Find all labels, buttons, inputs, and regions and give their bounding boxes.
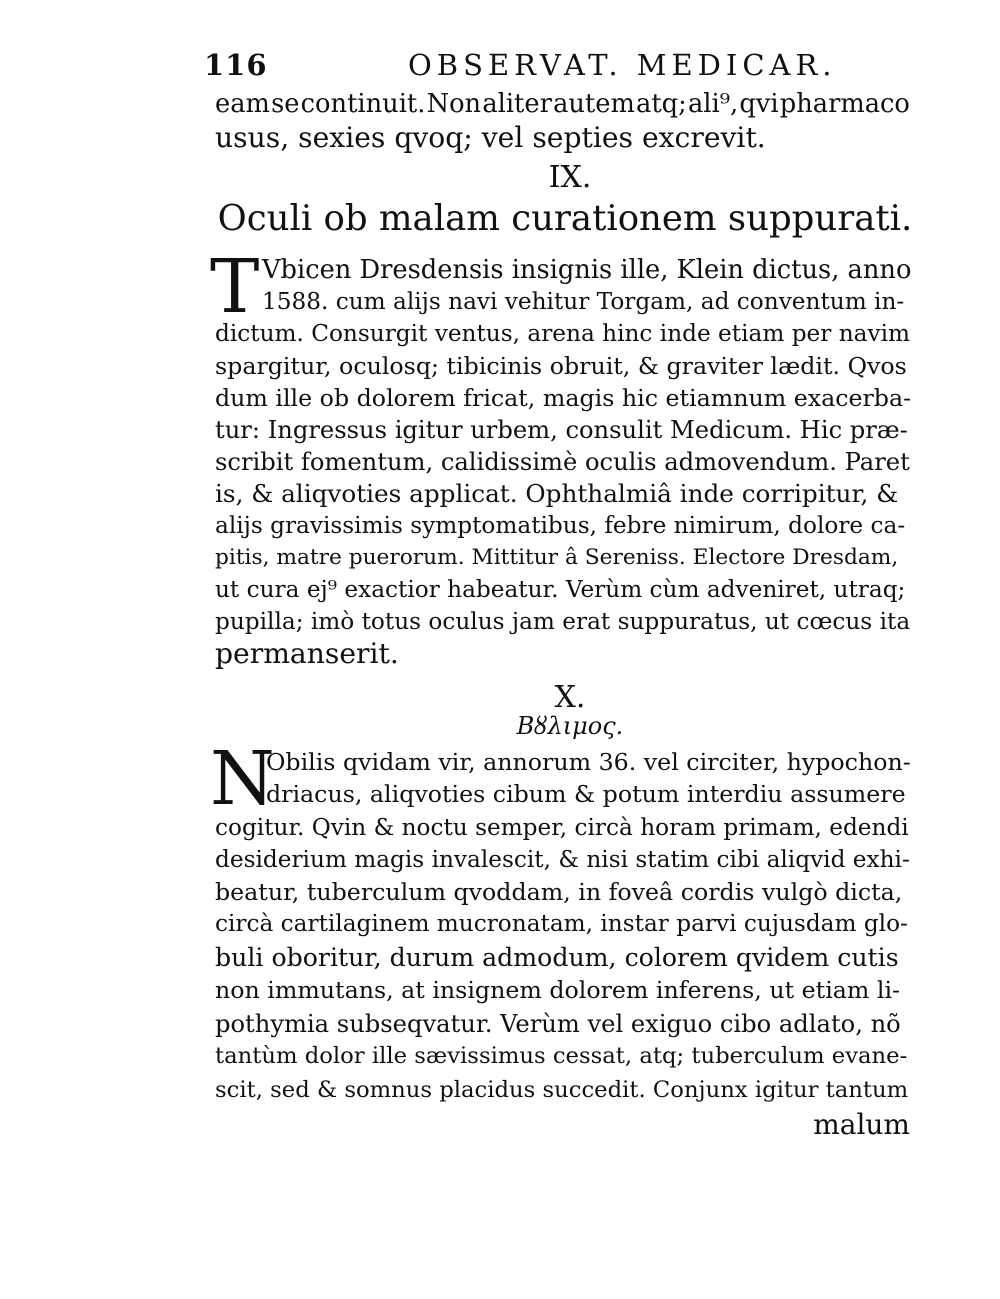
catchword: malum — [813, 1108, 910, 1141]
text-line: pothymia subseqvatur. Verùm vel exiguo cibo adlato, nõ — [215, 1010, 901, 1038]
running-title: OBSERVAT. MEDICAR. — [408, 48, 837, 82]
text-line: is, & aliqvoties applicat. Ophthalmiâ inde corripitur, & — [215, 479, 899, 508]
text-line: ut cura ej⁹ exactior habeatur. Verùm cùm adveniret, utraq; — [215, 576, 906, 603]
section-title: Oculi ob malam curationem suppurati. — [217, 198, 913, 239]
section-number: X. — [554, 680, 586, 715]
text-line: Vbicen Dresdensis insignis ille, Klein dictus, anno — [262, 255, 912, 285]
text-line: dictum. Consurgit ventus, arena hinc inde etiam per navim — [215, 320, 910, 347]
page-number: 116 — [204, 48, 268, 82]
text-line: desiderium magis invalescit, & nisi statim cibi aliqvid exhi- — [215, 846, 910, 873]
section-number: IX. — [548, 160, 592, 195]
text-line: tur: Ingressus igitur urbem, consulit Medicum. Hic præ- — [215, 416, 908, 444]
text-line: permanserit. — [215, 637, 399, 670]
text-line: beatur, tuberculum qvoddam, in foveâ cordis vulgò dicta, — [215, 878, 903, 906]
text-line: 1588. cum alijs navi vehitur Torgam, ad conventum in- — [262, 288, 905, 315]
text-line: cogitur. Qvin & noctu semper, circà horam primam, edendi — [215, 814, 909, 841]
text-line: spargitur, oculosq; tibicinis obruit, & graviter lædit. Qvos — [215, 352, 907, 380]
text-line: usus, sexies qvoq; vel septies excrevit. — [215, 121, 766, 154]
text-line: alijs gravissimis symptomatibus, febre nimirum, dolore ca- — [215, 512, 906, 539]
drop-cap: T — [210, 244, 260, 330]
text-line: tantùm dolor ille sævissimus cessat, atq; tuberculum evane- — [215, 1043, 908, 1069]
text-line: buli oboritur, durum admodum, colorem qvidem cutis — [215, 943, 899, 972]
text-line: dum ille ob dolorem fricat, magis hic etiamnum exacerba- — [215, 384, 912, 412]
text-line: pitis, matre puerorum. Mittitur â Sereniss. Electore Dresdam, — [215, 545, 899, 570]
text-line: non immutans, at insignem dolorem inferens, ut etiam li- — [215, 976, 901, 1004]
text-line: eam se continuit. Non aliter autem atq; ali⁹, qvi pharmaco — [215, 89, 910, 119]
text-line: circà cartilaginem mucronatam, instar parvi cujusdam glo- — [215, 910, 908, 937]
section-title: Βȣλιμος. — [516, 712, 624, 740]
text-line: pupilla; imò totus oculus jam erat suppuratus, ut cœcus ita — [215, 608, 911, 635]
text-line: driacus, aliqvoties cibum & potum interdiu assumere — [266, 780, 906, 808]
text-line: Obilis qvidam vir, annorum 36. vel circiter, hypochon- — [266, 748, 911, 776]
text-line: scit, sed & somnus placidus succedit. Conjunx igitur tantum — [215, 1077, 909, 1103]
text-line: scribit fomentum, calidissimè oculis admovendum. Paret — [215, 448, 910, 476]
running-head — [204, 48, 924, 84]
drop-cap: N — [210, 736, 275, 822]
